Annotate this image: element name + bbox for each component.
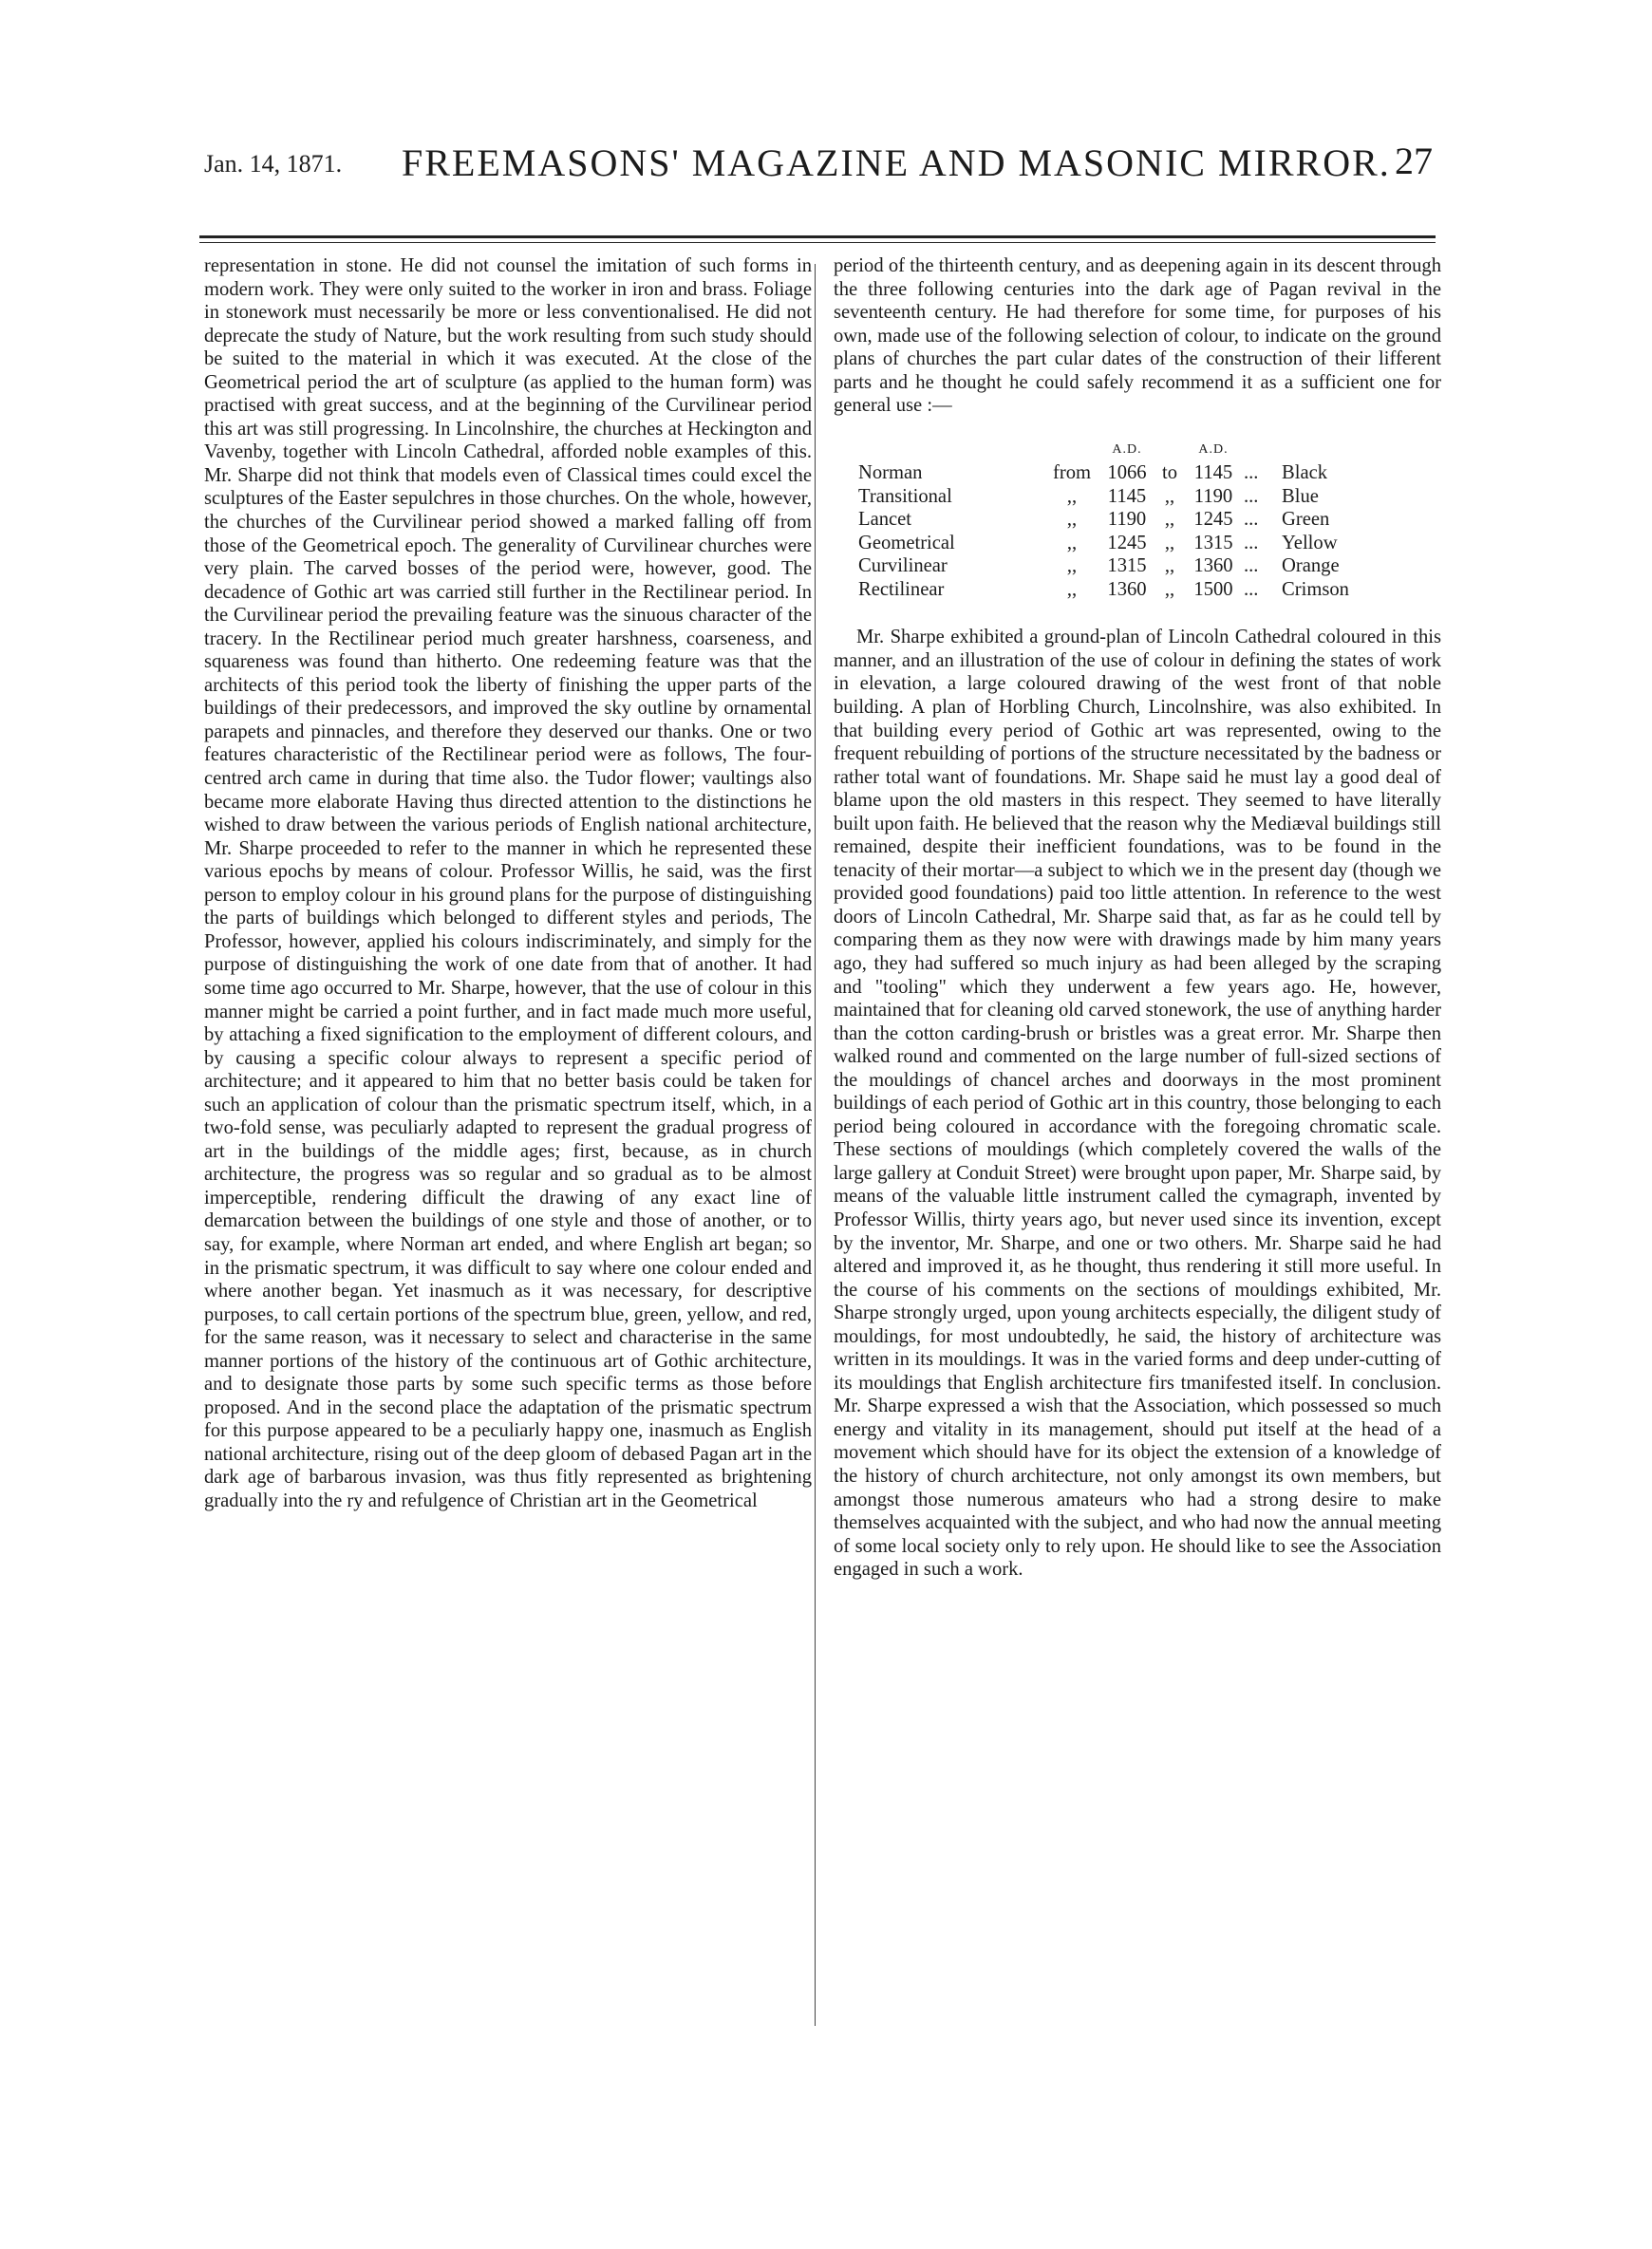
from-word: ,, [1066, 485, 1078, 507]
right-paragraph-intro: period of the thirteenth century, and as deepening again in its descent through the three following centuries into the dark age of Pagan revival in the seventeenth century. He had therefore for some time, for purposes of his own, made use of the following selection of colour, to indicate on the ground plans of churches the part cular dates of the construction of their lifferent parts and he thought he could safely recommend it as a sufficient one for general use :— [834, 255, 1441, 417]
colour-name: Crimson [1282, 578, 1349, 600]
header-rule-thin [199, 242, 1436, 243]
from-word: from [1052, 462, 1092, 484]
to-word: ,, [1164, 578, 1175, 600]
leader-dots: ... [1244, 532, 1259, 553]
period-name: Transitional [858, 485, 952, 507]
end-year: 1360 [1193, 555, 1233, 577]
end-year: 1500 [1193, 578, 1233, 600]
period-name: Rectilinear [858, 578, 945, 600]
table-header-ad-to: A.D. [1198, 441, 1229, 457]
end-year: 1245 [1193, 509, 1233, 531]
table-row [858, 554, 1441, 578]
table-row [858, 578, 1441, 602]
issue-date: Jan. 14, 1871. [204, 150, 343, 178]
start-year: 1360 [1107, 578, 1147, 600]
period-name: Curvilinear [858, 555, 948, 577]
left-paragraph: representation in stone. He did not counsel the imitation of such forms in modern work. They were only suited to the worker in iron and brass. Foliage in stonework must necessarily be more or less conventionalised. He did not deprecate the study of Nature, but the work resulting from such study should be suited to the material in which it was executed. At the close of the Geometrical period the art of sculpture (as applied to the human form) was practised with great success, and at the beginning of the Curvilinear period this art was still progressing. In Lincolnshire, the churches at Heckington and Vavenby, together with Lincoln Cathedral, afforded noble examples of this. Mr. Sharpe did not think that models even of Classical times could excel the sculptures of the Easter sepulchres in those churches. On the whole, however, the churches of the Curvilinear period showed a marked falling off from those of the Geometrical epoch. The generality of Curvilinear churches were very plain. The carved bosses of the period were, however, good. The decadence of Gothic art was carried still further in the Rectilinear period. In the Curvilinear period the prevailing feature was the sinuous character of the tracery. In the Rectilinear period much greater harshness, coarseness, and squareness was found than hitherto. One redeeming feature was that the architects of this period took the liberty of finishing the upper parts of the buildings of their predecessors, and improved the sky outline by ornamental parapets and pinnacles, and therefore they deserved our thanks. One or two features characteristic of the Rectilinear period were as follows, The four-centred arch came in during that time also. the Tudor flower; vaultings also became more elaborate Having thus directed attention to the distinctions he wished to draw between the various periods of English national architecture, Mr. Sharpe proceeded to refer to the manner in which he represented these various epochs by means of colour. Professor Willis, he said, was the first person to employ colour in his ground plans for the purpose of distinguishing the parts of buildings which belonged to different styles and periods, The Professor, however, applied his colours indiscriminately, and simply for the purpose of distinguishing the work of one date from that of another. It had some time ago occurred to Mr. Sharpe, however, that the use of colour in this manner might be carried a point further, and in fact made much more useful, by attaching a fixed signification to the employment of different colours, and by causing a specific colour always to represent a specific period of architecture; and it appeared to him that no better basis could be taken for such an application of colour than the prismatic spectrum itself, which, in a two-fold sense, was peculiarly adapted to represent the gradual progress of art in the buildings of the middle ages; first, because, as in church architecture, the progress was so regular and so gradual as to be almost imperceptible, rendering difficult the drawing of any exact line of demarcation between the buildings of one style and those of another, or to say, for example, where Norman art ended, and where English art began; so in the prismatic spectrum, it was difficult to say where one colour ended and where another began. Yet inasmuch as it was necessary, for descriptive purposes, to call certain portions of the spectrum blue, green, yellow, and red, for the same reason, was it necessary to select and characterise in the same manner portions of the history of the continuous art of Gothic architecture, and to designate those parts by some such specific terms as those before proposed. And in the second place the adaptation of the prismatic spectrum for this purpose appeared to be a peculiarly happy one, inasmuch as English national architecture, rising out of the deep gloom of debased Pagan art in the dark age of barbarous invasion, was thus fitly represented as brightening gradually into the ry and refulgence of Christian art in the Geometrical [204, 255, 812, 1511]
end-year: 1315 [1193, 532, 1233, 553]
leader-dots: ... [1244, 509, 1259, 531]
colour-name: Green [1282, 509, 1330, 531]
table-row [858, 485, 1441, 509]
leader-dots: ... [1244, 485, 1259, 507]
from-word: ,, [1066, 532, 1078, 553]
to-word: to [1161, 462, 1178, 484]
start-year: 1190 [1107, 509, 1147, 531]
colour-name: Blue [1282, 485, 1319, 507]
start-year: 1315 [1107, 555, 1147, 577]
column-divider [815, 264, 816, 2026]
leader-dots: ... [1244, 462, 1259, 484]
period-name: Lancet [858, 509, 912, 531]
right-paragraph-main: Mr. Sharpe exhibited a ground-plan of Lincoln Cathedral coloured in this manner, and an illustration of the use of colour in defining the states of work in elevation, a large coloured drawing of the west front of that noble building. A plan of Horbling Church, Lincolnshire, was also exhibited. In that building every period of Gothic art was represented, owing to the frequent rebuilding of portions of the structure necessitated by the badness or rather total want of foundations. Mr. Shape said he must lay a good deal of blame upon the old masters in this respect. They seemed to have literally built upon faith. He believed that the reason why the Mediæval buildings still remained, despite their inefficient foundations, was to be found in the tenacity of their mortar—a subject to which we in the present day (though we provided good foundations) paid too little attention. In reference to the west doors of Lincoln Cathedral, Mr. Sharpe said that, as far as he could tell by comparing them as they now were with drawings made by him many years ago, they had suffered so much injury as had been alleged by the scraping and "tooling" which they underwent a few years ago. He, however, maintained that for cleaning old carved stonework, the use of anything harder than the cotton carding-brush or bristles was a great error. Mr. Sharpe then walked round and commented on the large number of full-sized sections of the mouldings of chancel arches and doorways in the most prominent buildings of each period of Gothic art in this country, those belonging to each period being coloured in accordance with the foregoing chromatic scale. These sections of mouldings (which completely covered the walls of the large gallery at Conduit Street) were brought upon paper, Mr. Sharpe said, by means of the valuable little instrument called the cymagraph, invented by Professor Willis, thirty years ago, but never used since its invention, except by the inventor, Mr. Sharpe, and one or two others. Mr. Sharpe said he had altered and improved it, as he thought, thus rendering it still more useful. In the course of his comments on the sections of mouldings exhibited, Mr. Sharpe strongly urged, upon young architects especially, the diligent study of mouldings, for most undoubtedly, he said, the history of architecture was written in its mouldings. It was in the varied forms and deep under-cutting of its mouldings that English architecture firs tmanifested itself. In conclusion. Mr. Sharpe expressed a wish that the Association, which possessed so much energy and vitality in its management, should put itself at the head of a movement which should have for its object the extension of a knowledge of the history of church architecture, not only amongst its own members, but amongst those numerous amateurs who had a strong desire to make themselves acquainted with the subject, and who had now the annual meeting of some local society only to rely upon. He should like to see the Association engaged in such a work. [834, 627, 1441, 1581]
magazine-title: FREEMASONS' MAGAZINE AND MASONIC MIRROR. [402, 141, 1391, 184]
from-word: ,, [1066, 555, 1078, 577]
table-row [858, 532, 1441, 555]
colour-name: Yellow [1282, 532, 1338, 553]
start-year: 1245 [1107, 532, 1147, 553]
to-word: ,, [1164, 485, 1175, 507]
to-word: ,, [1164, 532, 1175, 553]
from-word: ,, [1066, 509, 1078, 531]
left-column [204, 254, 812, 1513]
colour-name: Orange [1282, 555, 1340, 577]
to-word: ,, [1164, 509, 1175, 531]
leader-dots: ... [1244, 578, 1259, 600]
right-column [834, 254, 1441, 1582]
period-name: Geometrical [858, 532, 955, 553]
page-number: 27 [1395, 140, 1433, 182]
table-row [858, 508, 1441, 532]
page-header [195, 135, 1438, 192]
table-body [858, 461, 1441, 601]
end-year: 1145 [1193, 462, 1233, 484]
leader-dots: ... [1244, 555, 1259, 577]
period-name: Norman [858, 462, 923, 484]
colour-period-table [858, 439, 1441, 602]
from-word: ,, [1066, 578, 1078, 600]
start-year: 1145 [1107, 485, 1147, 507]
table-header [858, 439, 1441, 462]
table-header-ad-from: A.D. [1112, 441, 1142, 457]
header-rule-thick [199, 235, 1436, 238]
table-row [858, 461, 1441, 485]
colour-name: Black [1282, 462, 1328, 484]
end-year: 1190 [1193, 485, 1233, 507]
start-year: 1066 [1107, 462, 1147, 484]
to-word: ,, [1164, 555, 1175, 577]
